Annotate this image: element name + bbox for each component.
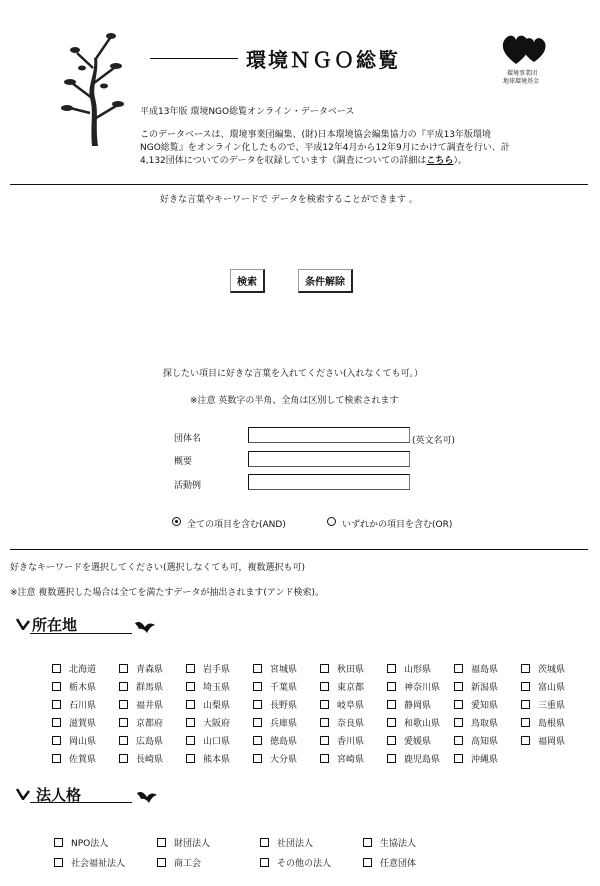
description [140,129,580,168]
prefecture-checkbox-item[interactable] [119,716,163,729]
prefecture-checkbox[interactable] [186,700,195,709]
legal-type-checkbox-item[interactable] [260,836,313,849]
prefecture-checkbox-item[interactable] [454,698,498,711]
prefecture-checkbox-label: 兵庫県 [270,719,298,729]
prefecture-checkbox-label: 愛媛県 [404,737,432,747]
prefecture-checkbox-label: 高知県 [471,737,499,747]
prefecture-checkbox-label: 山形県 [404,665,432,675]
legal-type-checkbox-label: 生協法人 [380,839,417,849]
prefecture-checkbox[interactable] [387,718,396,727]
search-instruction: 探したい項目に好きな言葉を入れてください(入れなくても可。） [163,369,424,379]
prefecture-checkbox-item[interactable] [387,662,431,675]
prefecture-checkbox-label: 石川県 [69,701,97,711]
prefecture-checkbox-label: 千葉県 [270,683,298,693]
prefecture-checkbox-item[interactable] [253,752,297,765]
prefecture-checkbox-label: 京都府 [136,719,164,729]
prefecture-checkbox-item[interactable] [186,716,230,729]
prefecture-checkbox-label: 熊本県 [203,755,231,765]
prefecture-checkbox-item[interactable] [521,698,565,711]
prefecture-checkbox[interactable] [454,736,463,745]
prefecture-checkbox[interactable] [52,682,61,691]
prefecture-checkbox-label: 岐阜県 [337,701,365,711]
prefecture-checkbox[interactable] [52,700,61,709]
prefecture-checkbox[interactable] [454,700,463,709]
prefecture-checkbox-item[interactable] [52,734,96,747]
prefecture-checkbox-item[interactable] [387,752,440,765]
legal-type-checkbox[interactable] [54,838,63,847]
prefecture-checkbox-label: 奈良県 [337,719,365,729]
prefecture-checkbox[interactable] [119,718,128,727]
prefecture-checkbox-item[interactable] [320,680,364,693]
prefecture-checkbox-item[interactable] [387,698,431,711]
activity-input[interactable] [248,474,410,490]
prefecture-checkbox-item[interactable] [52,662,96,675]
prefecture-checkbox-item[interactable] [253,680,297,693]
legal-type-checkbox-label: NPO法人 [71,839,109,849]
prefecture-checkbox[interactable] [186,754,195,763]
legal-type-checkbox[interactable] [157,838,166,847]
legal-divider [30,802,132,803]
prefecture-checkbox-item[interactable] [253,662,297,675]
prefecture-checkbox-label: 神奈川県 [404,683,441,693]
prefecture-checkbox-item[interactable] [320,662,364,675]
prefecture-checkbox[interactable] [387,682,396,691]
prefecture-checkbox-item[interactable] [52,680,96,693]
legal-title: 法人格 [36,786,82,804]
prefecture-checkbox-label: 佐賀県 [69,755,97,765]
description-text-3: 4,132団体についてのデータを収録しています（調査についての詳細は [140,156,427,166]
prefecture-checkbox-item[interactable] [521,716,565,729]
prefecture-checkbox-label: 宮城県 [270,665,298,675]
or-radio[interactable] [327,517,336,526]
prefecture-checkbox[interactable] [253,754,262,763]
prefecture-checkbox[interactable] [521,718,530,727]
prefecture-checkbox-label: 長野県 [270,701,298,711]
prefecture-checkbox-item[interactable] [119,752,163,765]
prefecture-checkbox-label: 和歌山県 [404,719,441,729]
prefecture-checkbox[interactable] [119,736,128,745]
legal-type-checkbox-item[interactable] [260,856,331,869]
prefecture-checkbox-label: 岩手県 [203,665,231,675]
prefecture-checkbox[interactable] [387,664,396,673]
prefecture-checkbox[interactable] [186,682,195,691]
prefecture-checkbox-label: 富山県 [538,683,566,693]
legal-type-checkbox-item[interactable] [157,836,210,849]
prefecture-checkbox[interactable] [521,682,530,691]
prefecture-checkbox-item[interactable] [320,698,364,711]
legal-type-checkbox-label: その他の法人 [277,859,332,869]
legal-type-checkbox[interactable] [363,838,372,847]
prefecture-checkbox-item[interactable] [52,698,96,711]
prefecture-checkbox-item[interactable] [119,698,163,711]
prefecture-checkbox-label: 秋田県 [337,665,365,675]
prefecture-checkbox[interactable] [52,736,61,745]
legal-type-checkbox[interactable] [54,858,63,867]
prefecture-checkbox[interactable] [521,664,530,673]
prefecture-checkbox-label: 山口県 [203,737,231,747]
prefecture-checkbox-label: 大阪府 [203,719,231,729]
legal-type-checkbox-item[interactable] [54,836,108,849]
prefecture-checkbox-label: 大分県 [270,755,298,765]
prefecture-checkbox-item[interactable] [387,716,440,729]
prefecture-checkbox-label: 島根県 [538,719,566,729]
prefecture-checkbox[interactable] [320,736,329,745]
prefecture-checkbox[interactable] [186,736,195,745]
prefecture-checkbox[interactable] [52,718,61,727]
prefecture-checkbox-item[interactable] [320,716,364,729]
prefecture-checkbox-item[interactable] [521,734,565,747]
prefecture-checkbox-label: 宮崎県 [337,755,365,765]
prefecture-checkbox[interactable] [454,718,463,727]
divider-middle [10,549,588,550]
prefecture-checkbox-item[interactable] [521,680,565,693]
reset-button[interactable]: 条件解除 [298,269,353,293]
prefecture-checkbox-label: 福井県 [136,701,164,711]
prefecture-checkbox-item[interactable] [454,734,498,747]
prefecture-checkbox-label: 愛知県 [471,701,499,711]
prefecture-checkbox-label: 東京都 [337,683,365,693]
location-title: 所在地 [32,616,78,634]
bird-icon-2 [136,790,158,807]
legal-type-checkbox-item[interactable] [363,836,416,849]
prefecture-checkbox-item[interactable] [119,662,163,675]
legal-type-checkbox[interactable] [260,838,269,847]
title-rule [150,58,238,59]
description-line-3 [140,155,580,168]
prefecture-checkbox-item[interactable] [52,752,96,765]
prefecture-checkbox-item[interactable] [186,752,230,765]
prefecture-checkbox[interactable] [320,718,329,727]
keyword-intro: 好きなキーワードを選択してください(選択しなくても可，複数選択も可) [10,563,306,573]
legal-type-checkbox-label: 社会福祉法人 [71,859,126,869]
prefecture-checkbox-item[interactable] [320,752,364,765]
prefecture-checkbox-label: 鳥取県 [471,719,499,729]
or-radio-label: いずれかの項目を含む(OR) [342,520,453,530]
prefecture-checkbox-item[interactable] [253,716,297,729]
prefecture-checkbox-item[interactable] [52,716,96,729]
legal-type-checkbox-item[interactable] [363,856,416,869]
description-end: ）。 [453,156,467,166]
fund-logo-icon [500,32,552,69]
prefecture-checkbox-label: 三重県 [538,701,566,711]
prefecture-checkbox-label: 福岡県 [538,737,566,747]
search-intro: 好きな言葉やキーワードで データを検索することができます 。 [160,195,418,205]
prefecture-checkbox-label: 沖縄県 [471,755,499,765]
prefecture-checkbox-item[interactable] [253,734,297,747]
legal-type-checkbox-item[interactable] [54,856,125,869]
legal-type-checkbox[interactable] [363,858,372,867]
prefecture-checkbox-item[interactable] [521,662,565,675]
legal-type-checkbox-label: 財団法人 [174,839,211,849]
description-line-2: NGO総覧』をオンライン化したもので、平成12年4月から12年9月にかけて調査を行い、計 [140,143,510,153]
tree-logo [52,28,132,151]
prefecture-checkbox[interactable] [387,754,396,763]
and-radio[interactable] [172,517,181,526]
prefecture-checkbox-item[interactable] [186,698,230,711]
prefecture-checkbox-label: 広島県 [136,737,164,747]
summary-input[interactable] [248,451,410,467]
legal-type-checkbox-label: 商工会 [174,859,202,869]
prefecture-checkbox[interactable] [186,664,195,673]
prefecture-checkbox-label: 静岡県 [404,701,432,711]
prefecture-checkbox[interactable] [454,664,463,673]
prefecture-checkbox[interactable] [253,682,262,691]
prefecture-checkbox[interactable] [387,700,396,709]
prefecture-checkbox-label: 北海道 [69,665,97,675]
prefecture-checkbox[interactable] [320,700,329,709]
prefecture-checkbox-label: 鹿児島県 [404,755,441,765]
prefecture-checkbox[interactable] [119,754,128,763]
org-name-label: 団体名 [174,434,202,444]
bird-icon [134,620,156,637]
prefecture-checkbox-label: 長崎県 [136,755,164,765]
summary-label: 概要 [174,457,193,467]
location-heading-mark-icon [16,618,30,633]
prefecture-checkbox-label: 香川県 [337,737,365,747]
prefecture-checkbox-item[interactable] [253,698,297,711]
prefecture-checkbox-label: 栃木県 [69,683,97,693]
legal-type-checkbox[interactable] [157,858,166,867]
prefecture-checkbox[interactable] [454,754,463,763]
prefecture-checkbox[interactable] [521,736,530,745]
legal-type-checkbox-label: 任意団体 [380,859,417,869]
prefecture-checkbox[interactable] [253,700,262,709]
prefecture-checkbox-label: 茨城県 [538,665,566,675]
prefecture-checkbox[interactable] [387,736,396,745]
prefecture-checkbox-label: 埼玉県 [203,683,231,693]
prefecture-checkbox-label: 群馬県 [136,683,164,693]
page-title: 環境ＮＧＯ総覧 [246,48,400,72]
prefecture-checkbox-label: 徳島県 [270,737,298,747]
page-subtitle: 平成13年版 環境NGO総覧オンライン・データベース [140,107,355,117]
prefecture-checkbox-item[interactable] [387,734,431,747]
org-name-hint: (英文名可) [412,436,456,446]
prefecture-checkbox[interactable] [253,718,262,727]
prefecture-checkbox[interactable] [119,682,128,691]
prefecture-checkbox-label: 青森県 [136,665,164,675]
prefecture-checkbox-item[interactable] [454,752,498,765]
divider-top [10,184,588,185]
prefecture-checkbox[interactable] [320,664,329,673]
prefecture-checkbox[interactable] [253,664,262,673]
legal-heading-mark-icon [16,788,30,803]
description-line-1: このデータベースは、環境事業団編集、(財)日本環境協会編集協力の『平成13年版環境 [140,130,492,140]
prefecture-checkbox-item[interactable] [454,662,498,675]
prefecture-checkbox-item[interactable] [119,680,163,693]
legal-type-checkbox[interactable] [260,858,269,867]
prefecture-checkbox[interactable] [52,664,61,673]
prefecture-checkbox[interactable] [119,700,128,709]
legal-type-checkbox-label: 社団法人 [277,839,314,849]
prefecture-checkbox-item[interactable] [320,734,364,747]
prefecture-checkbox-label: 山梨県 [203,701,231,711]
prefecture-checkbox-label: 岡山県 [69,737,97,747]
prefecture-checkbox-item[interactable] [186,734,230,747]
search-note: ※注意 英数字の半角、全角は区別して検索されます [190,396,399,406]
prefecture-checkbox[interactable] [186,718,195,727]
prefecture-checkbox[interactable] [320,682,329,691]
prefecture-checkbox-label: 新潟県 [471,683,499,693]
prefecture-checkbox-label: 福島県 [471,665,499,675]
org-name-input[interactable] [248,427,410,443]
prefecture-checkbox[interactable] [521,700,530,709]
prefecture-checkbox[interactable] [320,754,329,763]
activity-label: 活動例 [174,481,202,491]
fund-logo-text-2: 地球環境基金 [503,78,540,85]
prefecture-checkbox[interactable] [119,664,128,673]
prefecture-checkbox[interactable] [454,682,463,691]
prefecture-checkbox-item[interactable] [186,662,230,675]
prefecture-checkbox-item[interactable] [186,680,230,693]
legal-type-checkbox-item[interactable] [157,856,201,869]
search-button[interactable]: 検索 [230,269,265,293]
details-link[interactable]: こちら [426,156,454,166]
prefecture-checkbox[interactable] [253,736,262,745]
prefecture-checkbox-item[interactable] [454,680,498,693]
prefecture-checkbox-label: 滋賀県 [69,719,97,729]
and-radio-label: 全ての項目を含む(AND) [187,520,286,530]
prefecture-checkbox[interactable] [52,754,61,763]
keyword-note: ※注意 複数選択した場合は全てを満たすデータが抽出されます(アンド検索)。 [10,588,325,598]
prefecture-checkbox-item[interactable] [119,734,163,747]
location-divider [30,633,132,634]
fund-logo-text-1: 環境事業団 [507,70,538,77]
prefecture-checkbox-item[interactable] [454,716,498,729]
prefecture-checkbox-item[interactable] [387,680,440,693]
